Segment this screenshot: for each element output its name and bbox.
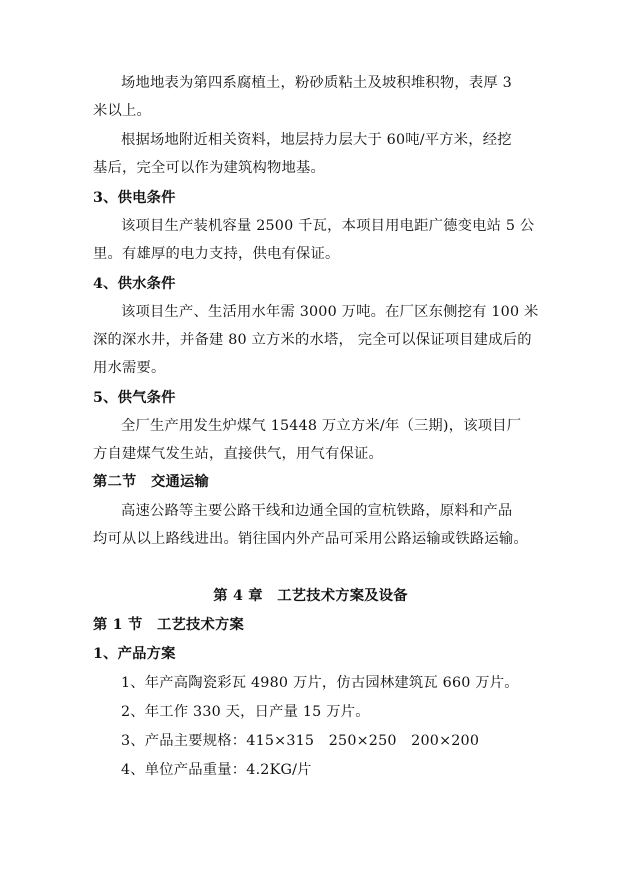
- transport-line-1: 高速公路等主要公路干线和边通全国的宣杭铁路，原料和产品: [121, 503, 513, 519]
- transport-line-2: 均可从以上路线进出。销往国内外产品可采用公路运输或铁路运输。: [93, 531, 528, 547]
- product-item-2: 2、年工作 330 天，日产量 15 万片。: [121, 704, 370, 720]
- gas-line-2: 方自建煤气发生站，直接供气，用气有保证。: [93, 446, 383, 462]
- ground-paragraph-1-line-1: 场地地表为第四系腐植土，粉砂质粘土及坡积堆积物，表厚 3: [121, 75, 512, 91]
- product-item-3: 3、产品主要规格：415×315 250×250 200×200: [121, 733, 480, 749]
- product-plan-heading: 1、产品方案: [93, 646, 176, 662]
- section-1-heading: 第 1 节 工艺技术方案: [93, 617, 244, 633]
- product-item-4: 4、单位产品重量：4.2KG/片: [121, 762, 312, 778]
- chapter-4-title: 第 4 章 工艺技术方案及设备: [213, 588, 408, 604]
- power-line-2: 里。有雄厚的电力支持，供电有保证。: [93, 246, 340, 262]
- water-line-1: 该项目生产、生活用水年需 3000 万吨。在厂区东侧挖有 100 米: [121, 304, 539, 320]
- power-line-1: 该项目生产装机容量 2500 千瓦，本项目用电距广德变电站 5 公: [121, 218, 535, 234]
- water-line-3: 用水需要。: [93, 360, 166, 376]
- water-heading: 4、供水条件: [93, 276, 176, 292]
- ground-paragraph-2-line-1: 根据场地附近相关资料，地层持力层大于 60吨/平方米，经挖: [121, 132, 512, 148]
- transport-heading: 第二节 交通运输: [93, 474, 209, 490]
- water-line-2: 深的深水井，并备建 80 立方米的水塔， 完全可以保证项目建成后的: [93, 332, 532, 348]
- power-heading: 3、供电条件: [93, 190, 176, 206]
- gas-line-1: 全厂生产用发生炉煤气 15448 万立方米/年（三期)，该项目厂: [121, 418, 522, 434]
- ground-paragraph-2-line-2: 基后，完全可以作为建筑构物地基。: [93, 160, 325, 176]
- gas-heading: 5、供气条件: [93, 390, 176, 406]
- ground-paragraph-1-line-2: 米以上。: [93, 103, 151, 119]
- product-item-1: 1、年产高陶瓷彩瓦 4980 万片，仿古园林建筑瓦 660 万片。: [121, 675, 519, 691]
